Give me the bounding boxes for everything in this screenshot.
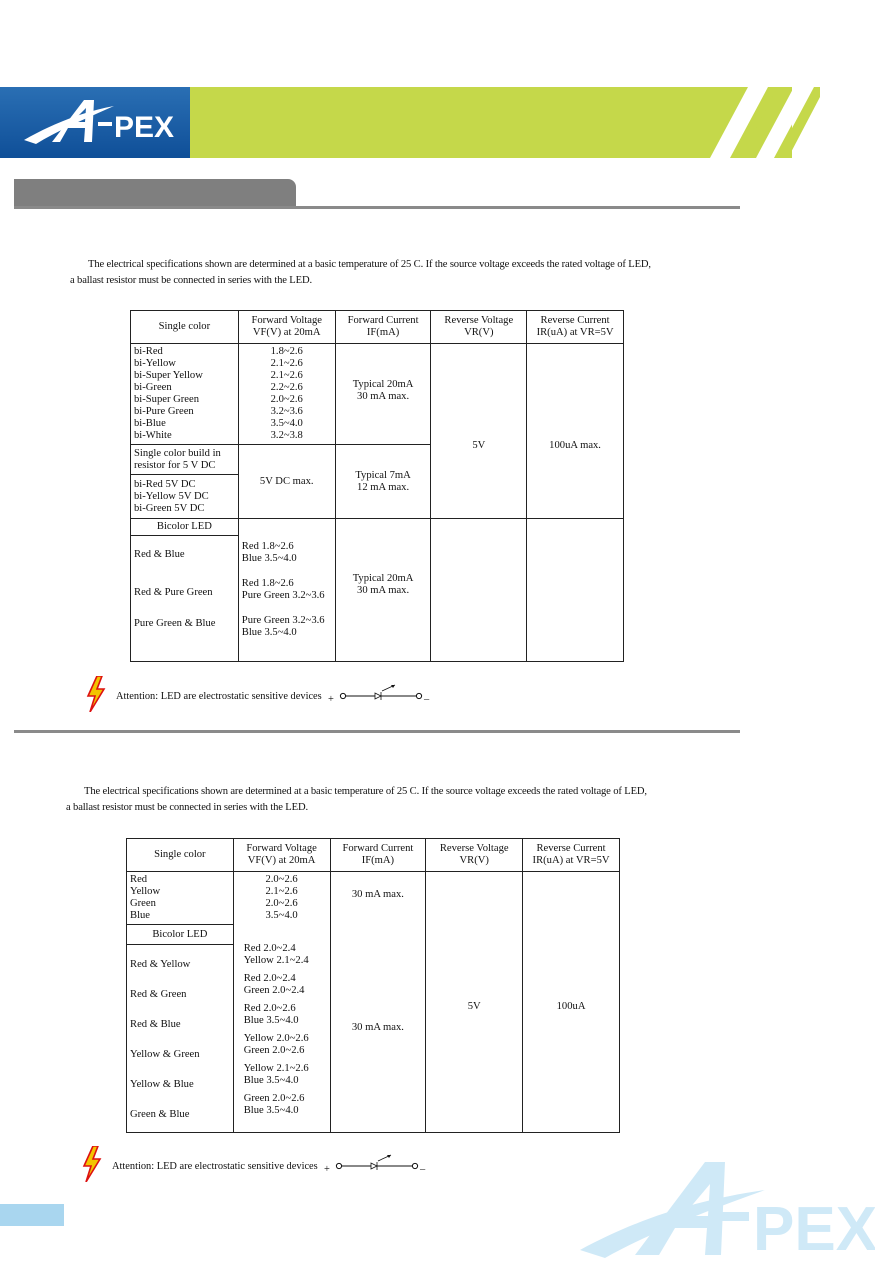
section-rule (14, 206, 740, 209)
spec-table-1 (130, 310, 624, 662)
reverse-current-continuation (527, 519, 624, 662)
table-header-row (127, 839, 620, 872)
footer-apex-watermark (575, 1150, 875, 1261)
voltage-list: 2.0~2.6 2.1~2.6 2.0~2.6 3.5~4.0 (233, 872, 330, 925)
footer-page-tab (0, 1204, 64, 1226)
intro-paragraph-1 (70, 257, 750, 289)
bicolor-title: Bicolor LED (127, 925, 234, 945)
bicolor-voltage-cell: Red 2.0~2.4 Yellow 2.1~2.4 Red 2.0~2.4 Green 2.0~2.4 Red 2.0~2.6 Blue 3.5~4.0 Yellow 2.0~2.6 Green 2.0~2.6 Yellow 2.1~2.6 Blue 3.5~4.0 Green 2.0~2.6 Blue 3.5~4.0 (233, 925, 330, 1133)
header-forward-current: Forward Current IF(mA) (330, 839, 426, 872)
reverse-current-cell: 100uA max. (527, 344, 624, 519)
table-header-row (131, 311, 624, 344)
attention-note: Attention: LED are electrostatic sensitive devices (116, 691, 322, 702)
svg-text:PEX: PEX (114, 111, 175, 144)
intro-line-2: a ballast resistor must be connected in series with the LED. (66, 802, 308, 813)
header-reverse-voltage: Reverse Voltage VR(V) (431, 311, 527, 344)
header-reverse-voltage: Reverse Voltage VR(V) (426, 839, 523, 872)
plus-sign: + (328, 694, 334, 705)
table-row (131, 344, 624, 445)
group2-voltage: 5V DC max. (238, 445, 335, 519)
section-tab (14, 179, 296, 206)
minus-sign: – (420, 1164, 426, 1175)
header-single-color: Single color (131, 311, 239, 344)
spec-table-2 (126, 838, 620, 1133)
group2-current: Typical 7mA 12 mA max. (335, 445, 431, 519)
bicolor-name: Red & Pure Green (131, 574, 239, 612)
header-forward-current: Forward Current IF(mA) (335, 311, 431, 344)
warning-bolt-icon (82, 1146, 102, 1182)
bicolor-title: Bicolor LED (131, 519, 239, 536)
reverse-voltage-cell: 5V (431, 344, 527, 519)
reverse-current-cell: 100uA (523, 872, 620, 1133)
header-stripes (710, 87, 820, 158)
header-single-color: Single color (127, 839, 234, 872)
forward-current-cell: Typical 20mA 30 mA max. (335, 344, 431, 445)
intro-line-1: The electrical specifications shown are determined at a basic temperature of 25 C. If the source voltage exceeds the rated voltage of LED, (88, 259, 651, 270)
header-forward-voltage: Forward Voltage VF(V) at 20mA (238, 311, 335, 344)
bicolor-voltage-cell: Red 1.8~2.6 Blue 3.5~4.0 Red 1.8~2.6 Pure Green 3.2~3.6 Pure Green 3.2~3.6 Blue 3.5~4.0 (238, 519, 335, 662)
header-green-band (190, 87, 792, 158)
intro-line-2: a ballast resistor must be connected in series with the LED. (70, 275, 312, 286)
bicolor-current-cell: Typical 20mA 30 mA max. (335, 519, 431, 662)
bicolor-name-list: Red & Yellow Red & Green Red & Blue Yellow & Green Yellow & Blue Green & Blue (127, 945, 234, 1133)
group2-title: Single color build in resistor for 5 V DC (131, 445, 239, 475)
attention-note: Attention: LED are electrostatic sensitive devices (112, 1161, 318, 1172)
plus-sign: + (324, 1164, 330, 1175)
header-reverse-current: Reverse Current IR(uA) at VR=5V (527, 311, 624, 344)
warning-bolt-icon (86, 676, 106, 712)
forward-current-bicolor: 30 mA max. (330, 925, 426, 1133)
header-reverse-current: Reverse Current IR(uA) at VR=5V (523, 839, 620, 872)
minus-sign: – (424, 694, 430, 705)
color-list: bi-Red bi-Yellow bi-Super Yellow bi-Green bi-Super Green bi-Pure Green bi-Blue bi-White (131, 344, 239, 445)
svg-text:PEX: PEX (753, 1195, 875, 1261)
section-rule (14, 730, 740, 733)
table-row (131, 519, 624, 536)
forward-current-single: 30 mA max. (330, 872, 426, 925)
color-list: Red Yellow Green Blue (127, 872, 234, 925)
intro-line-1: The electrical specifications shown are determined at a basic temperature of 25 C. If the source voltage exceeds the rated voltage of LED, (84, 786, 647, 797)
intro-paragraph-2 (66, 784, 746, 816)
bicolor-name: Red & Blue (131, 536, 239, 574)
reverse-voltage-cell: 5V (426, 872, 523, 1133)
group2-color-list: bi-Red 5V DC bi-Yellow 5V DC bi-Green 5V DC (131, 475, 239, 519)
voltage-list: 1.8~2.6 2.1~2.6 2.1~2.6 2.2~2.6 2.0~2.6 3.2~3.6 3.5~4.0 3.2~3.8 (238, 344, 335, 445)
apex-logo (22, 94, 192, 154)
bicolor-name: Pure Green & Blue (131, 612, 239, 662)
header-forward-voltage: Forward Voltage VF(V) at 20mA (233, 839, 330, 872)
table-row (127, 872, 620, 925)
reverse-voltage-continuation (431, 519, 527, 662)
